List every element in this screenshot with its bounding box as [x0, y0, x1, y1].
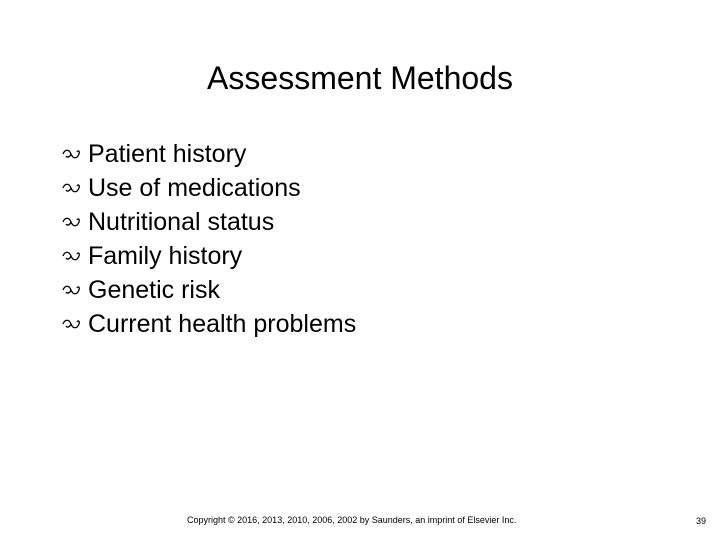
bullet-text: Nutritional status: [88, 208, 275, 236]
bullet-text: Genetic risk: [88, 276, 220, 304]
list-item: [62, 273, 356, 307]
copyright-notice: Copyright © 2016, 2013, 2010, 2006, 2002 by Saunders, an imprint of Elsevier Inc.: [187, 515, 517, 525]
swirl-bullet-icon: [62, 250, 82, 262]
slide-title: Assessment Methods: [207, 60, 513, 96]
swirl-bullet-icon: [62, 182, 82, 194]
list-item: [62, 205, 356, 239]
bullet-text: Use of medications: [88, 174, 301, 202]
bullet-list: [62, 137, 356, 341]
list-item: [62, 239, 356, 273]
list-item: [62, 307, 356, 341]
bullet-text: Current health problems: [88, 310, 357, 338]
list-item: [62, 171, 356, 205]
swirl-bullet-icon: [62, 148, 82, 160]
bullet-text: Patient history: [88, 140, 247, 168]
swirl-bullet-icon: [62, 216, 82, 228]
bullet-text: Family history: [88, 242, 243, 270]
swirl-bullet-icon: [62, 318, 82, 330]
swirl-bullet-icon: [62, 284, 82, 296]
list-item: [62, 137, 356, 171]
page-number: 39: [695, 516, 706, 526]
